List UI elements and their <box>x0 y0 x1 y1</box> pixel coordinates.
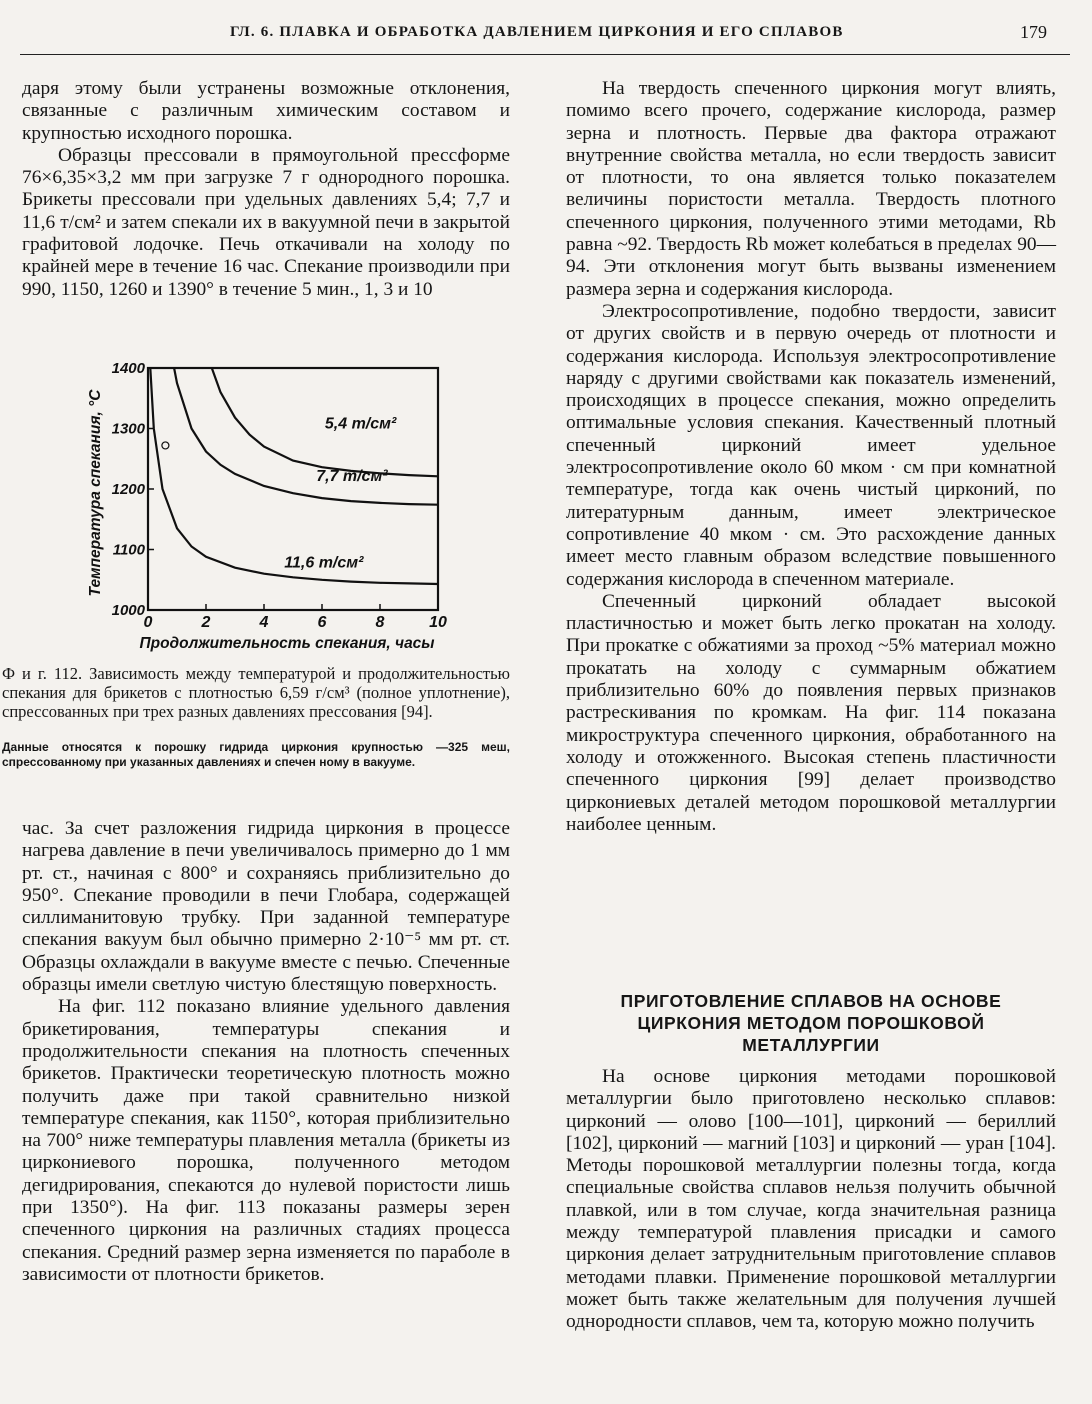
left-column-top <box>22 78 510 301</box>
y-tick-label: 1300 <box>111 420 145 438</box>
y-tick-label: 1200 <box>111 481 145 498</box>
paragraph: На твердость спеченного циркония могут влиять, помимо всего прочего, содержание кислорода, размер зерна и плотность. Первые два фактора отражают внутренние свойства металла, но если твердость зависит от плотности, то она является только показателем величины пористости металла. Твердость плотного спеченного циркония, полученного этими методами, Rb равна ~92. Твердость Rb может колебаться в пределах 90—94. Эти отклонения могут быть вызваны изменением размера зерна и содержания кислорода. <box>566 78 1056 300</box>
x-tick-label: 8 <box>375 614 385 631</box>
data-point <box>162 442 169 449</box>
sintering-chart <box>80 358 460 658</box>
series-line <box>150 368 438 584</box>
right-column-top <box>566 78 1056 836</box>
paragraph: Спеченный цирконий обладает высокой пластичностью и может быть легко прокатан на холоду. При прокатке с обжатиями за проход ~5% материал можно прокатать на холоду с суммарным обжатием приблизительно 60% до появления первых признаков растрескивания по кромкам. На фиг. 114 показана микроструктура спеченного циркония, обработанного на холоду и отожженного. Высокая степень пластичности спеченного циркония [99] делает производство циркониевых деталей методом порошковой металлургии наиболее ценным. <box>566 590 1056 835</box>
series-label: 5,4 т/см² <box>324 415 397 433</box>
figure-note: Данные относятся к порошку гидрида циркония крупностью —325 меш, спрессованному при указанных давлениях и спечен ному в вакууме. <box>2 740 510 769</box>
page-number: 179 <box>1020 22 1047 42</box>
paragraph: На основе циркония методами порошковой металлургии было приготовлено несколько сплавов: цирконий — олово [100—101], цирконий — бериллий [102], цирконий — магний [103] и цирконий — уран [104]. Методы порошковой металлургии полезны тогда, когда специальные свойства сплавов нельзя получить обычной плавкой, или в том случае, когда значительная разница между температурой плавления присадки и самого циркония делает затруднительным приготовление сплавов методами плавки. Применение порошковой металлургии может быть также желательным для получения лучшей однородности сплавов, чем та, которую можно получить <box>566 1066 1056 1333</box>
figure-112 <box>80 358 460 658</box>
paragraph: На фиг. 112 показано влияние удельного давления брикетирования, температуры спекания и продолжительности спекания на плотность спеченных брикетов. Практически теоретическую плотность можно получить даже при такой сравнительно низкой температуре спекания, как 1150°, которая приблизительно на 700° ниже температуры плавления металла (брикеты из циркониевого порошка, полученного методом дегидрирования, спекаются до нулевой пористости лишь при 1350°). На фиг. 113 показаны размеры зерен спеченного циркония на различных стадиях процесса спекания. Средний размер зерна изменяется по параболе в зависимости от плотности брикетов. <box>22 996 510 1285</box>
paragraph: Электросопротивление, подобно твердости, зависит от других свойств и в первую очередь от плотности и содержания кислорода. Используя электросопротивление наряду с другими свойствами как показатель изменений, происходящих в процессе спекания, можно определить оптимальные условия спекания. Качественный плотный спеченный цирконий имеет удельное электросопротивление около 60 мком · см при комнатной температуре, тогда как очень чистый цирконий, по литературным данным, имеет электрическое сопротивление 40 мком · см. Это расхождение данных имеет место главным образом вследствие повышенного содержания кислорода в спеченном материале. <box>566 300 1056 590</box>
x-tick-label: 4 <box>259 614 269 631</box>
x-axis-label: Продолжительность спекания, часы <box>139 635 435 652</box>
series-line <box>174 368 438 505</box>
paragraph: час. За счет разложения гидрида циркония в процессе нагрева давление в печи увеличивалось примерно до 1 мм рт. ст., начиная с 800° и сохраняясь приблизительно до 950°. Спекание проводили в печи Глобара, содержащей силлиманитовую трубку. При заданной температуре спекания вакуум был обычно примерно 2·10⁻⁵ мм рт. ст. Образцы охлаждали в вакууме вместе с печью. Спеченные образцы имели светлую чистую блестящую поверхность. <box>22 818 510 996</box>
running-header <box>20 18 1070 55</box>
y-axis-label: Температура спекания, °С <box>87 389 104 597</box>
paragraph: даря этому были устранены возможные отклонения, связанные с различным химическим составом и крупностью исходного порошка. <box>22 78 510 144</box>
paragraph: Образцы прессовали в прямоугольной прессформе 76×6,35×3,2 мм при загрузке 7 г однородного порошка. Брикеты прессовали при удельных давлениях 5,4; 7,7 и 11,6 т/см² и затем спекали их в вакуумной печи в закрытой графитовой лодочке. Печь откачивали на холоду по крайней мере в течение 16 час. Спекание производили при 990, 1150, 1260 и 1390° в течение 5 мин., 1, 3 и 10 <box>22 144 510 300</box>
x-tick-label: 10 <box>429 614 447 631</box>
left-column-bottom <box>22 818 510 1286</box>
plot-frame <box>148 368 438 610</box>
y-tick-label: 1100 <box>112 541 145 559</box>
x-tick-label: 0 <box>143 614 153 631</box>
series-label: 7,7 т/см² <box>316 468 388 486</box>
y-tick-label: 1000 <box>111 602 145 619</box>
right-column-bottom <box>566 1066 1056 1334</box>
running-title: ГЛ. 6. ПЛАВКА И ОБРАБОТКА ДАВЛЕНИЕМ ЦИРКОНИЯ И ЕГО СПЛАВОВ <box>230 24 844 40</box>
series-label: 11,6 т/см² <box>284 554 364 572</box>
x-tick-label: 6 <box>317 614 327 631</box>
y-tick-label: 1400 <box>111 360 145 377</box>
x-tick-label: 2 <box>201 614 211 631</box>
section-heading: ПРИГОТОВЛЕНИЕ СПЛАВОВ НА ОСНОВЕ ЦИРКОНИЯ МЕТОДОМ ПОРОШКОВОЙ МЕТАЛЛУРГИИ <box>620 991 1002 1055</box>
figure-caption: Ф и г. 112. Зависимость между температурой и продолжительностью спекания для брикетов с плотностью 6,59 г/см³ (полное уплотнение), спрессованных при трех разных давлениях прессования [94]. <box>2 664 510 721</box>
